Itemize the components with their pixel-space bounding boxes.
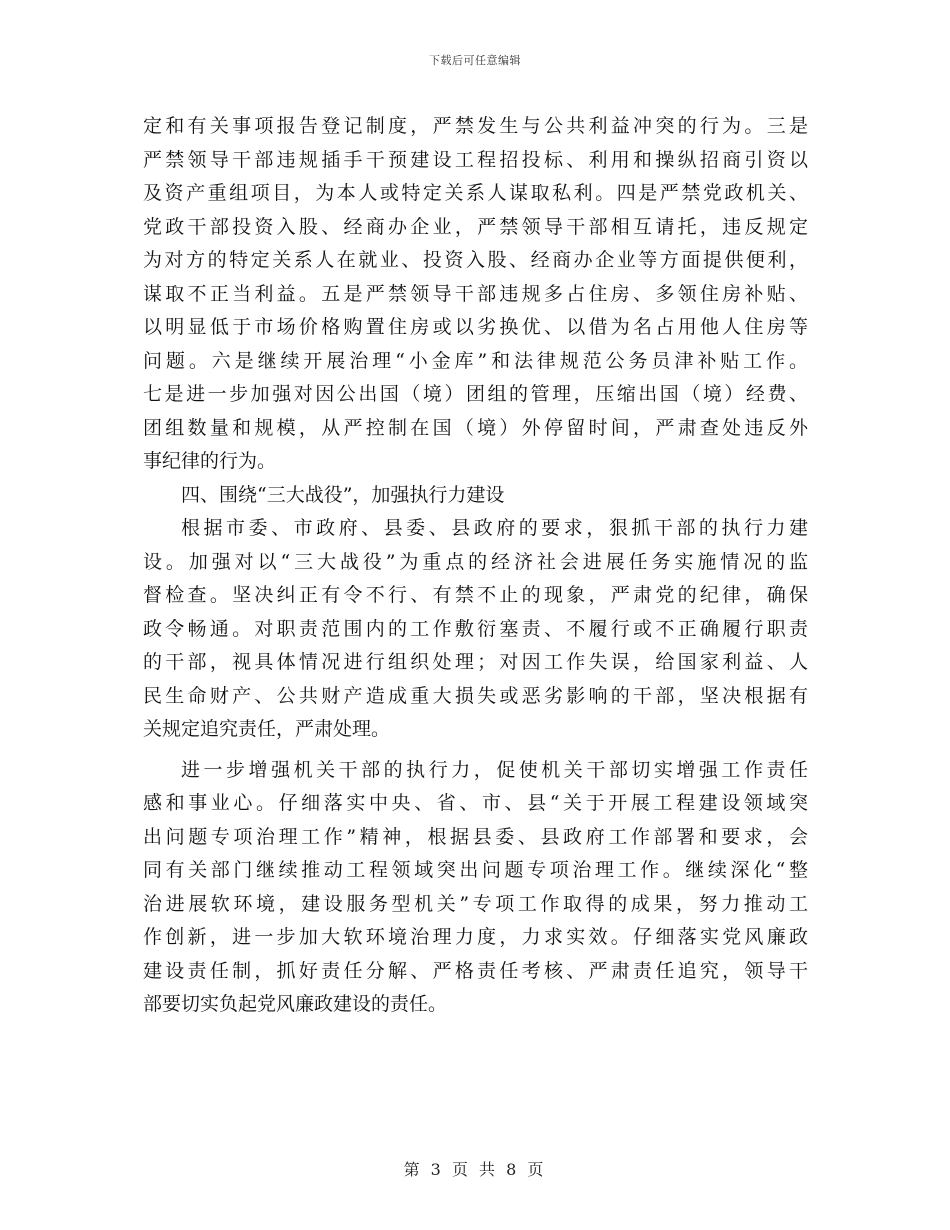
text-line: 问题。六是继续开展治理“小金库”和法律规范公务员津补贴工作。: [143, 349, 808, 372]
text-line: 严禁领导干部违规插手干预建设工程招投标、利用和操纵招商引资以: [143, 148, 808, 171]
text-line: 关规定追究责任，严肃处理。: [143, 718, 391, 740]
text-line: 根据市委、市政府、县委、县政府的要求，狠抓干部的执行力建: [181, 517, 808, 539]
text-line: 党政干部投资入股、经商办企业，严禁领导干部相互请托，违反规定: [143, 215, 808, 238]
text-line: 出问题专项治理工作”精神，根据县委、县政府工作部署和要求，会: [143, 825, 808, 848]
text-line: 谋取不正当利益。五是严禁领导干部违规多占住房、多领住房补贴、: [143, 282, 808, 305]
paragraph-1: [143, 110, 808, 479]
text-line: 七是进一步加强对因公出国（境）团组的管理，压缩出国（境）经费、: [143, 383, 808, 405]
text-line: 的干部，视具体情况进行组织处理；对因工作失误，给国家利益、人: [143, 651, 808, 673]
paragraph-2: [143, 512, 808, 747]
text-line: 民生命财产、公共财产造成重大损失或恶劣影响的干部，坚决根据有: [143, 684, 808, 707]
text-line: 政令畅通。对职责范围内的工作敷衍塞责、不履行或不正确履行职责: [143, 617, 808, 640]
text-line: 团组数量和规模，从严控制在国（境）外停留时间，严肃查处违反外: [143, 416, 808, 439]
document-body: [143, 110, 808, 1022]
page-header: 下载后可任意编辑: [429, 54, 521, 67]
text-line: 感和事业心。仔细落实中央、省、市、县“关于开展工程建设领域突: [143, 792, 808, 814]
text-line: 以明显低于市场价格购置住房或以劣换优、以借为名占用他人住房等: [143, 316, 808, 338]
text-line: 部要切实负起党风廉政建设的责任。: [143, 993, 448, 1015]
text-line: 为对方的特定关系人在就业、投资入股、经商办企业等方面提供便利，: [143, 249, 808, 271]
text-line: 督检查。坚决纠正有令不行、有禁不止的现象，严肃党的纪律，确保: [143, 584, 808, 606]
text-line: 同有关部门继续推动工程领域突出问题专项治理工作。继续深化“整: [143, 859, 808, 881]
text-line: 作创新，进一步加大软环境治理力度，力求实效。仔细落实党风廉政: [143, 926, 808, 948]
text-line: 定和有关事项报告登记制度，严禁发生与公共利益冲突的行为。三是: [143, 115, 808, 137]
paragraph-spacer: [143, 747, 808, 754]
section-heading: [143, 479, 808, 513]
text-line: 治进展软环境，建设服务型机关”专项工作取得的成果，努力推动工: [143, 892, 808, 915]
text-line: 进一步增强机关干部的执行力，促使机关干部切实增强工作责任: [181, 758, 808, 781]
heading-text: 四、围绕“三大战役”，加强执行力建设: [181, 483, 505, 506]
text-line: 建设责任制，抓好责任分解、严格责任考核、严肃责任追究，领导干: [143, 959, 808, 982]
text-line: 及资产重组项目，为本人或特定关系人谋取私利。四是严禁党政机关、: [143, 182, 808, 204]
paragraph-3: [143, 754, 808, 1022]
text-line: 事纪律的行为。: [143, 450, 277, 472]
page-footer: 第 3 页 共 8 页: [403, 1160, 547, 1179]
text-line: 设。加强对以“三大战役”为重点的经济社会进展任务实施情况的监: [143, 550, 808, 573]
